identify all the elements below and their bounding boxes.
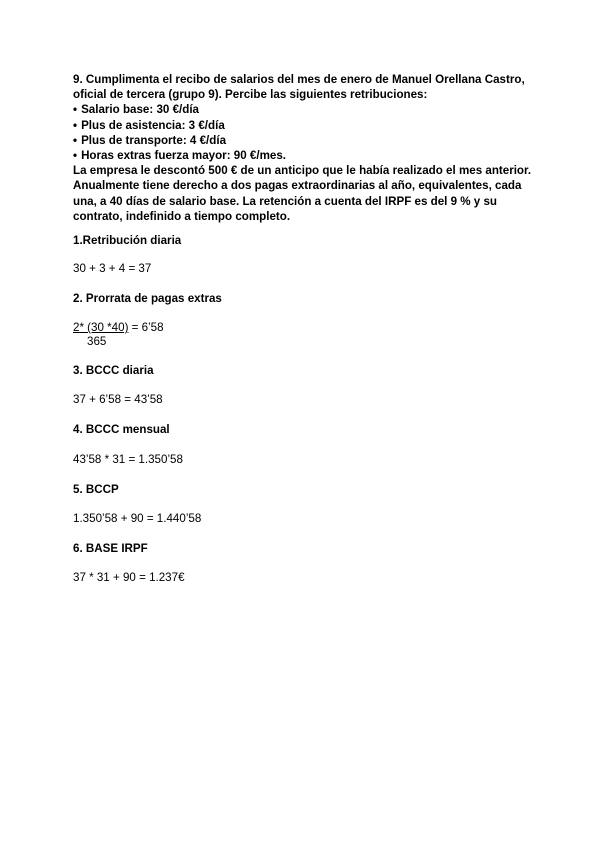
problem-outro: La empresa le descontó 500 € de un anticipo que le había realizado el mes anterior. Anualmente tiene derecho a dos pagas extraordinarias al año, equivalentes, cada una, a 40 días de salario base. La retención a cuenta del IRPF es del 9 % y su contrato, indefinido a tiempo completo. (73, 164, 532, 223)
formula-prorrata (73, 321, 164, 335)
formula-bccc-monthly: 43’58 * 31 = 1.350’58 (73, 453, 183, 466)
section-heading-base-irpf: 6. BASE IRPF (73, 542, 148, 555)
list-item: • Horas extras fuerza mayor: 90 €/mes. (73, 148, 543, 163)
section-heading-bccc-daily: 3. BCCC diaria (73, 364, 154, 377)
formula-bccc-daily: 37 + 6’58 = 43’58 (73, 393, 163, 406)
formula-bccp: 1.350’58 + 90 = 1.440’58 (73, 512, 202, 525)
formula-daily-pay: 30 + 3 + 4 = 37 (73, 262, 152, 275)
document-page (73, 72, 543, 584)
formula-base-irpf: 37 * 31 + 90 = 1.237€ (73, 571, 185, 584)
retribution-list (73, 102, 543, 163)
problem-statement (73, 72, 543, 224)
list-item: • Salario base: 30 €/día (73, 102, 543, 117)
fraction-numerator: 2* (30 *40) (73, 321, 129, 334)
list-item: • Plus de transporte: 4 €/día (73, 133, 543, 148)
section-heading-daily-pay: 1.Retribución diaria (73, 234, 182, 247)
fraction-denominator: 365 (87, 335, 107, 348)
fraction-result: = 6’58 (128, 321, 164, 334)
section-heading-bccc-monthly: 4. BCCC mensual (73, 423, 170, 436)
list-item: • Plus de asistencia: 3 €/día (73, 118, 543, 133)
problem-intro: 9. Cumplimenta el recibo de salarios del mes de enero de Manuel Orellana Castro, oficial de tercera (grupo 9). Percibe las siguientes retribuciones: (73, 73, 525, 102)
section-heading-bccp: 5. BCCP (73, 483, 119, 496)
section-heading-prorrata: 2. Prorrata de pagas extras (73, 292, 222, 305)
